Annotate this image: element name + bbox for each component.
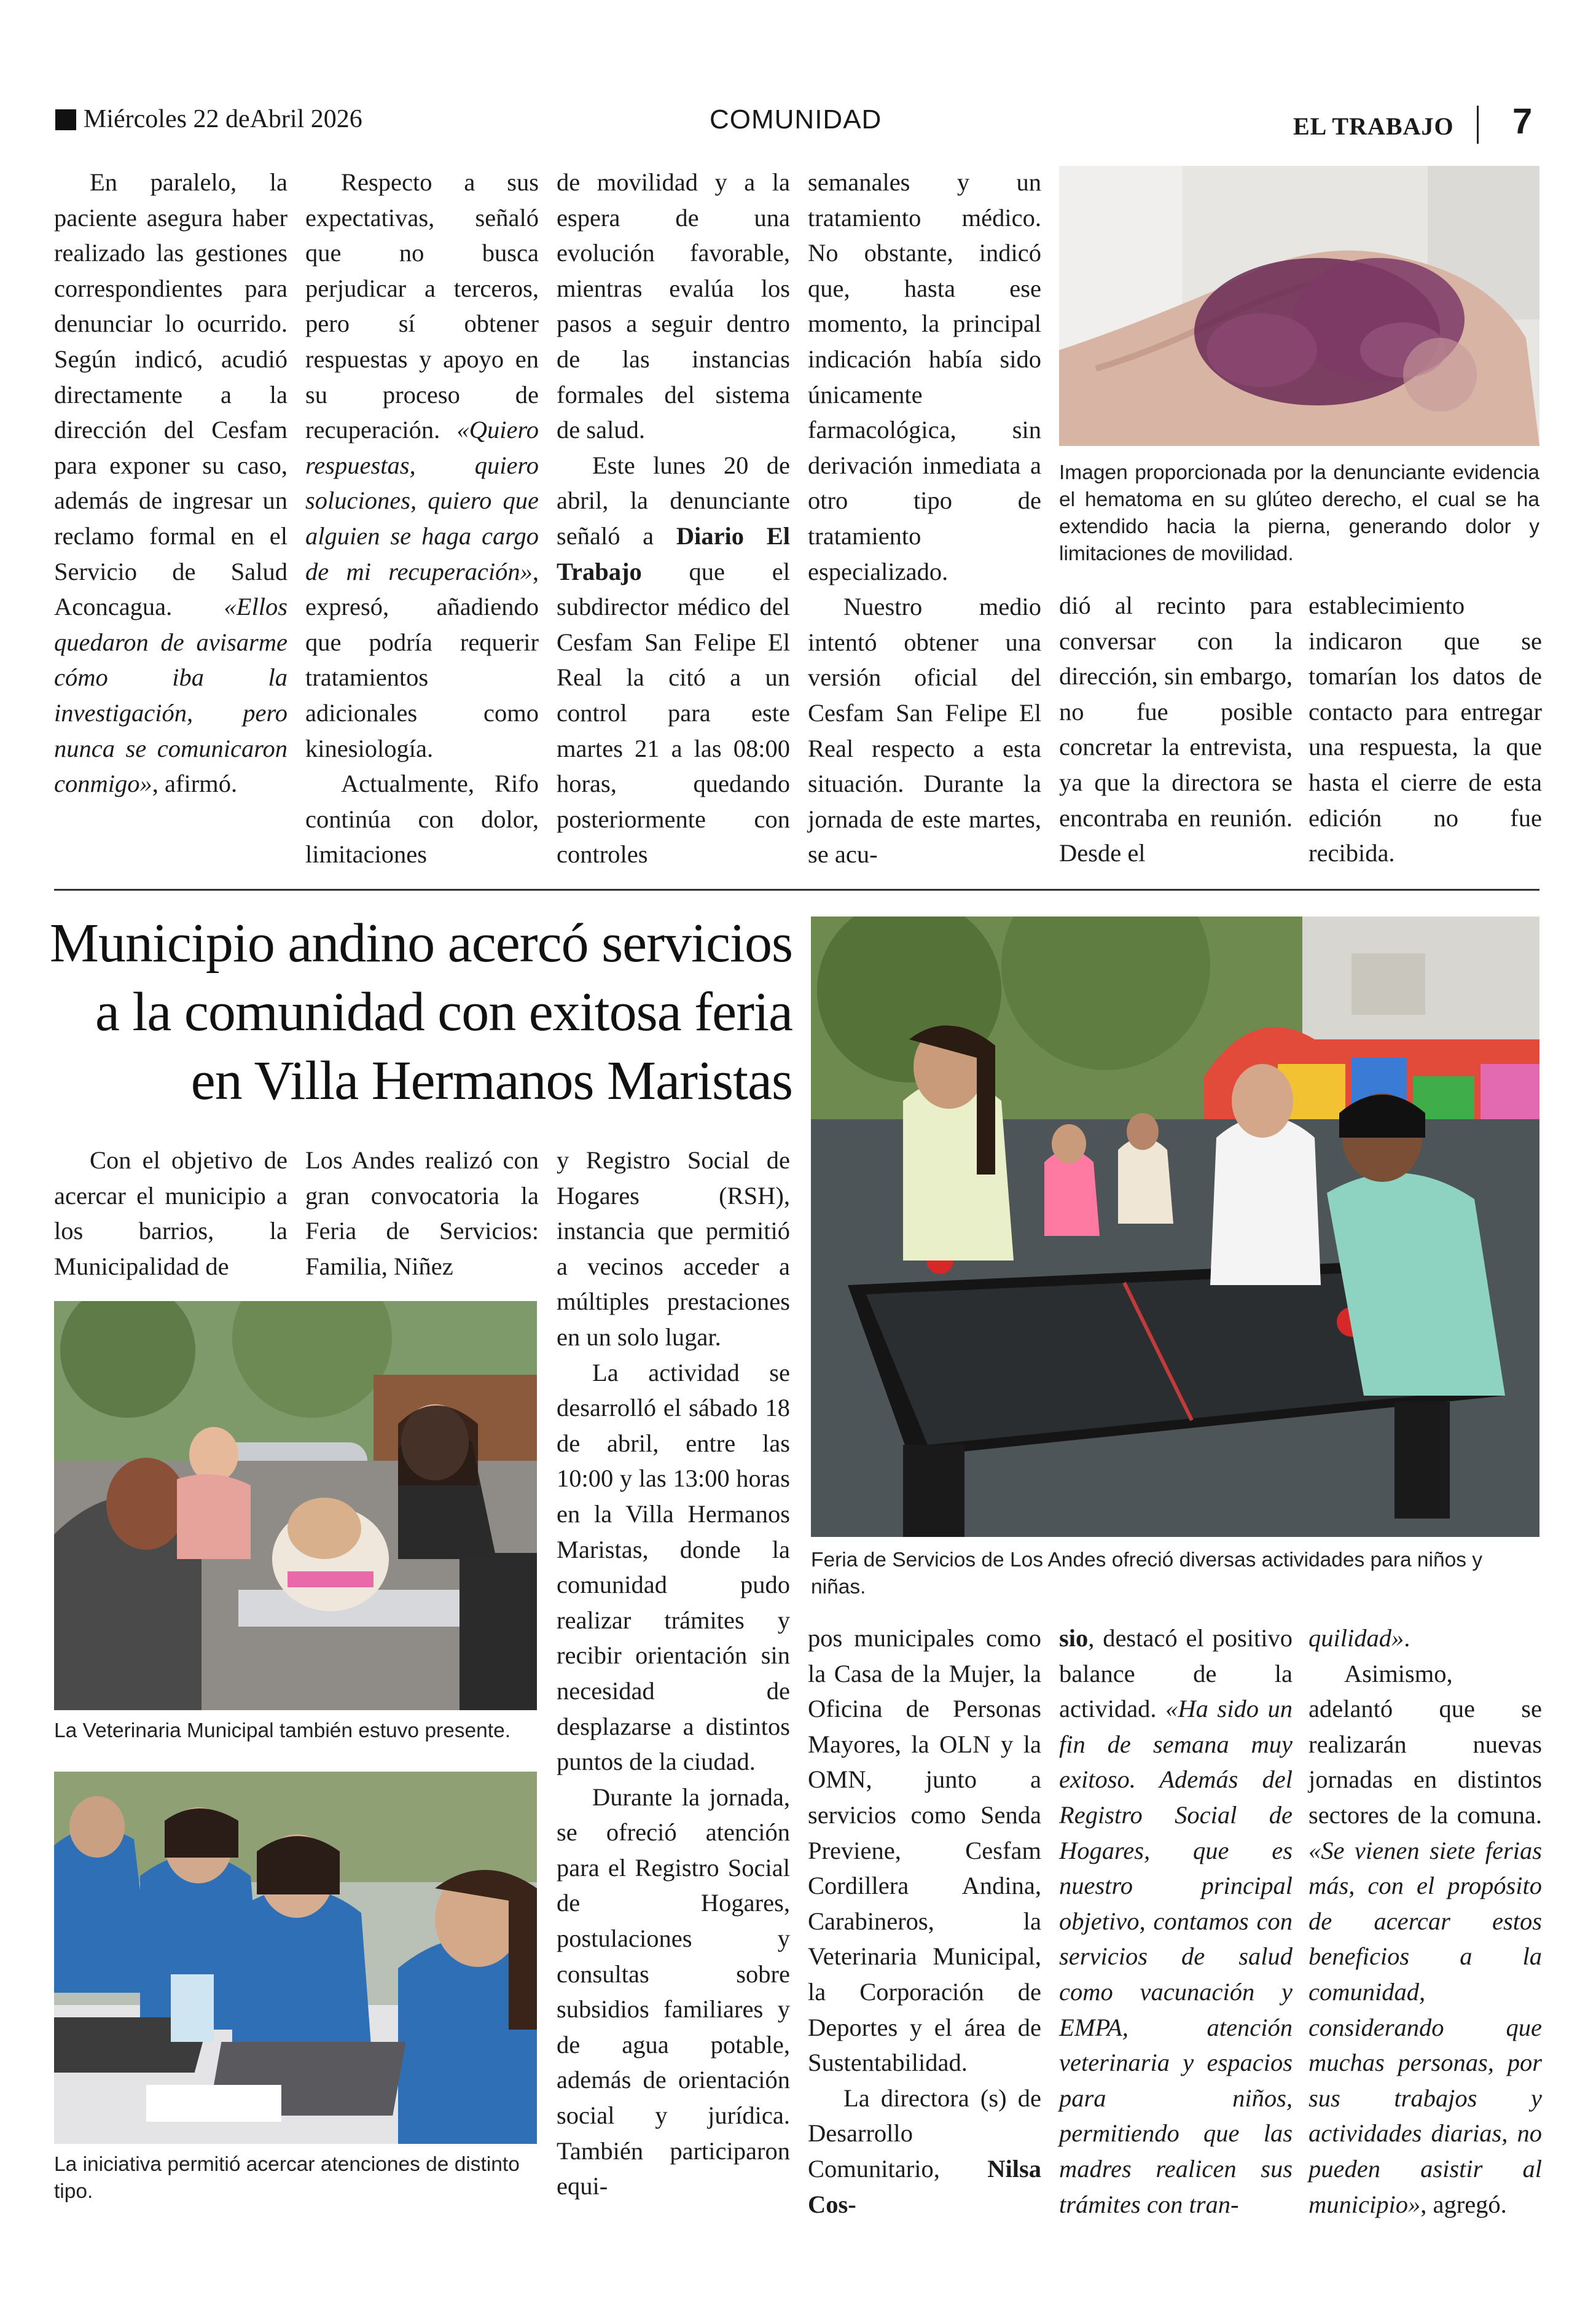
- service-desk-photo-caption: La iniciativa permitió acercar atenciones de distinto tipo.: [54, 2153, 520, 2203]
- newspaper-name: EL TRABAJO: [1293, 112, 1454, 140]
- top-article-column-1: En paralelo, la paciente asegura haber realizado las gestiones correspondientes para denunciar lo ocurrido. Según indicó, acudió directamente a la dirección del Cesfam para exponer su caso, además de ingresar un reclamo formal en el Servicio de Salud Aconcagua. «Ellos quedaron de avisarme cómo iba la investigación, pero nunca se comunicaron conmigo», afirmó.: [54, 168, 288, 798]
- air-hockey-photo: [811, 917, 1539, 1537]
- top-article-column-2: Respecto a sus expectativas, señaló que no busca perjudicar a terceros, pero sí obtener respuestas y apoyo en su proceso de recuperación. «Quiero respuestas, quiero soluciones, quiero que alguien se haga cargo de mi recuperación», expresó, añadiendo que podría requerir tratamientos adicionales como kinesiología. Actualmente, Rifo continúa con dolor, limitaciones: [305, 168, 539, 869]
- top-article-column-6: establecimiento indicaron que se tomarían los datos de contacto para entregar una respuesta, la que hasta el cierre de esta edición no fue recibida.: [1308, 592, 1542, 867]
- top-article-column-3: de movilidad y a la espera de una evolución favorable, mientras evalúa los pasos a seguir dentro de las instancias formales del sistema de salud. Este lunes 20 de abril, la denunciante señaló a Diario El Trabajo que el subdirector médico del Cesfam San Felipe El Real la citó a un control para este martes 21 a las 08:00 horas, quedando posteriormente con controles: [557, 168, 790, 869]
- feria-column-6: quilidad». Asimismo, adelantó que se realizarán nuevas jornadas en distintos sectores de la comuna. «Se vienen siete ferias más, con el propósito de acercar estos beneficios a la comunidad, considerando que muchas personas, por sus trabajos y actividades diarias, no pueden asistir al municipio», agregó.: [1308, 1624, 1542, 2218]
- bruise-photo-caption: Imagen proporcionada por la denunciante evidencia el hematoma en su glúteo derecho, el cual se ha extendido hacia la pierna, generando dolor y limitaciones de movilidad.: [1059, 461, 1539, 565]
- feria-column-4: pos municipales como la Casa de la Mujer, la Oficina de Personas Mayores, la OLN y la OMN, junto a servicios como Senda Previene, Cesfam Cordillera Andina, Carabineros, la Veterinaria Municipal, la Corporación de Deportes y el área de Sustentabilidad. La directora (s) de Desarrollo Comunitario, Nilsa Cos-: [808, 1624, 1041, 2218]
- article-headline: Municipio andino acercó servicios a la comunidad con exitosa feria en Villa Hermanos Maristas: [49, 913, 792, 1111]
- top-article-column-5: dió al recinto para conversar con la dirección, sin embargo, no fue posible concretar la entrevista, ya que la directora se encontraba en reunión. Desde el: [1059, 592, 1293, 867]
- air-hockey-photo-caption: Feria de Servicios de Los Andes ofreció diversas actividades para niños y niñas.: [811, 1549, 1483, 1598]
- header-square-icon: [55, 109, 76, 130]
- issue-date: Miércoles 22 deAbril 2026: [84, 105, 362, 133]
- header-divider: [1477, 106, 1479, 144]
- bruise-photo: [1059, 166, 1539, 446]
- section-name: COMUNIDAD: [710, 104, 882, 135]
- page-number: 7: [1512, 101, 1533, 141]
- veterinary-photo: [54, 1301, 537, 1710]
- feria-column-3: y Registro Social de Hogares (RSH), instancia que permitió a vecinos acceder a múltiples prestaciones en un solo lugar. La actividad se desarrolló el sábado 18 de abril, entre las 10:00 y las 13:00 horas en la Villa Hermanos Maristas, donde la comunidad pudo realizar trámites y recibir orientación sin necesidad de desplazarse a distintos puntos de la ciudad. Durante la jornada, se ofreció atención para el Registro Social de Hogares, postulaciones y consultas sobre subsidios familiares y de agua potable, además de orientación social y jurídica. También participaron equi-: [557, 1146, 790, 2200]
- feria-column-1: Con el objetivo de acercar el municipio a los barrios, la Municipalidad de: [54, 1146, 288, 1280]
- veterinary-photo-caption: La Veterinaria Municipal también estuvo presente.: [54, 1719, 511, 1742]
- top-article-column-4: semanales y un tratamiento médico. No obstante, indicó que, hasta ese momento, la principal indicación había sido únicamente farmacológica, sin derivación inmediata a otro tipo de tratamiento especializado. Nuestro medio intentó obtener una versión oficial del Cesfam San Felipe El Real respecto a esta situación. Durante la jornada de este martes, se acu-: [808, 168, 1041, 869]
- feria-column-5: sio, destacó el positivo balance de la actividad. «Ha sido un fin de semana muy exitoso. Además del Registro Social de Hogares, que es nuestro principal objetivo, contamos con servicios de salud como vacunación y EMPA, atención veterinaria y espacios para niños, permitiendo que las madres realicen sus trámites con tran-: [1059, 1624, 1293, 2218]
- feria-column-2: Los Andes realizó con gran convocatoria la Feria de Servicios: Familia, Niñez: [305, 1146, 539, 1280]
- service-desk-photo: [54, 1772, 537, 2144]
- section-divider: [54, 889, 1539, 891]
